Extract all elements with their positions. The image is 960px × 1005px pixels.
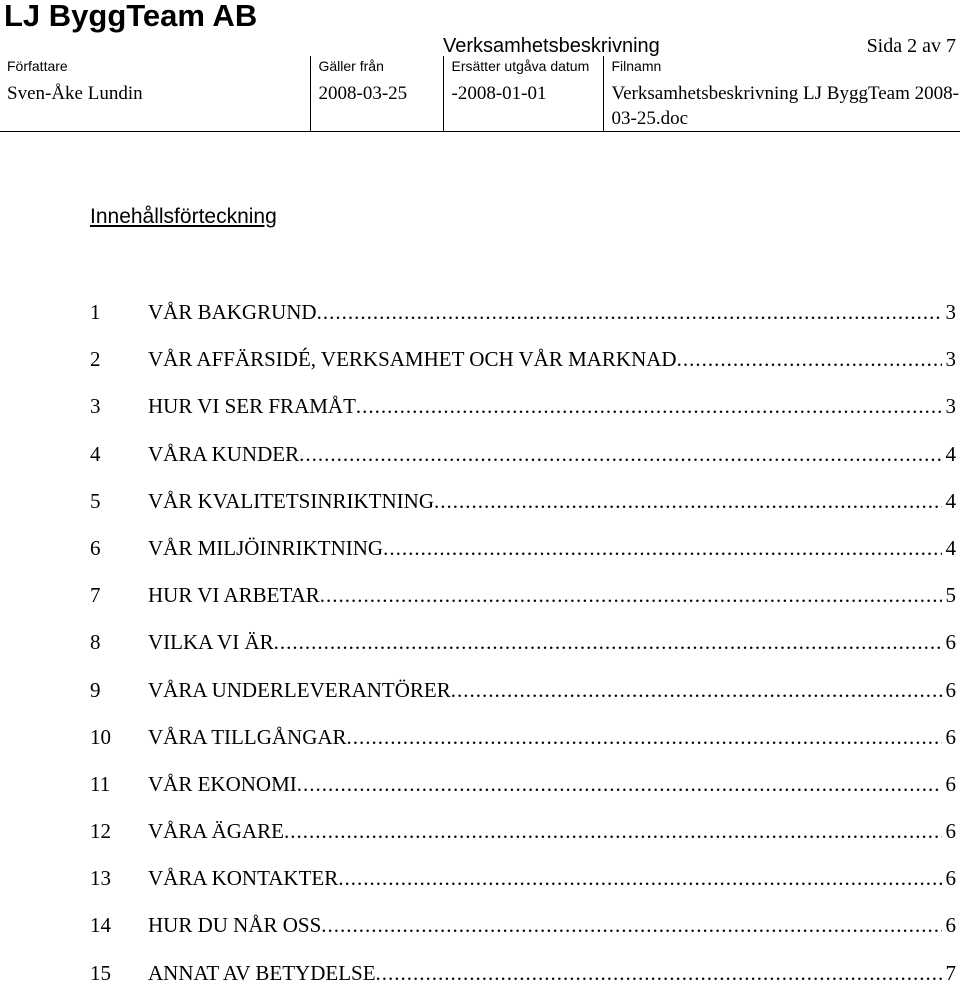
replaces-value: -2008-01-01 — [452, 81, 603, 106]
toc-entry-title[interactable]: HUR VI SER FRAMÅT — [148, 391, 356, 421]
toc-dot-leader — [299, 439, 941, 469]
author-value: Sven-Åke Lundin — [7, 81, 310, 106]
toc-entry-number: 13 — [90, 863, 148, 893]
toc-entry-page[interactable]: 4 — [942, 533, 957, 563]
toc-dot-leader — [451, 675, 942, 705]
document-meta-table — [0, 56, 960, 132]
valid-from-cell — [310, 56, 443, 132]
toc-entry-page[interactable]: 6 — [942, 910, 957, 940]
toc-dot-leader — [320, 580, 942, 610]
toc-entry-page[interactable]: 6 — [942, 675, 957, 705]
filename-label: Filnamn — [612, 57, 960, 75]
toc-entry[interactable] — [90, 580, 956, 627]
toc-entry-number: 10 — [90, 722, 148, 752]
toc-entry-title[interactable]: VÅRA ÄGARE — [148, 816, 284, 846]
page-number: Sida 2 av 7 — [867, 34, 956, 58]
toc-entry-page[interactable]: 6 — [942, 816, 957, 846]
toc-entry-number: 15 — [90, 958, 148, 988]
toc-entry-page[interactable]: 7 — [942, 958, 957, 988]
toc-dot-leader — [297, 769, 942, 799]
toc-dot-leader — [274, 627, 942, 657]
toc-dot-leader — [284, 816, 942, 846]
toc-entry-title[interactable]: VÅR AFFÄRSIDÉ, VERKSAMHET OCH VÅR MARKNAD — [148, 344, 677, 374]
toc-entry-title[interactable]: VÅRA KONTAKTER — [148, 863, 338, 893]
toc-entry[interactable] — [90, 486, 956, 533]
toc-entry-page[interactable]: 3 — [942, 344, 957, 374]
toc-entry-title[interactable]: VÅR KVALITETSINRIKTNING — [148, 486, 434, 516]
filename-value: Verksamhetsbeskrivning LJ ByggTeam 2008-03-25.doc — [612, 81, 960, 131]
toc-entry[interactable] — [90, 297, 956, 344]
toc-entry-number: 7 — [90, 580, 148, 610]
replaces-label: Ersätter utgåva datum — [452, 57, 603, 75]
toc-dot-leader — [383, 533, 941, 563]
toc-entry[interactable] — [90, 863, 956, 910]
toc-entry[interactable] — [90, 627, 956, 674]
toc-entry-title[interactable]: ANNAT AV BETYDELSE — [148, 958, 376, 988]
toc-dot-leader — [376, 958, 942, 988]
author-cell — [0, 56, 310, 132]
toc-entry-page[interactable]: 6 — [942, 769, 957, 799]
toc-entry-number: 5 — [90, 486, 148, 516]
toc-entry-number: 1 — [90, 297, 148, 327]
toc-dot-leader — [434, 486, 941, 516]
toc-entry[interactable] — [90, 439, 956, 486]
toc-entry-title[interactable]: VÅRA TILLGÅNGAR — [148, 722, 347, 752]
table-of-contents — [90, 297, 956, 1005]
toc-entry-page[interactable]: 3 — [942, 297, 957, 327]
toc-entry-title[interactable]: VILKA VI ÄR — [148, 627, 274, 657]
toc-entry-number: 12 — [90, 816, 148, 846]
toc-heading: Innehållsförteckning — [90, 203, 277, 231]
toc-dot-leader — [677, 344, 942, 374]
toc-entry-page[interactable]: 6 — [942, 863, 957, 893]
toc-entry[interactable] — [90, 391, 956, 438]
toc-entry-page[interactable]: 5 — [942, 580, 957, 610]
toc-entry[interactable] — [90, 722, 956, 769]
toc-entry-page[interactable]: 4 — [942, 439, 957, 469]
toc-entry-title[interactable]: VÅR EKONOMI — [148, 769, 297, 799]
toc-dot-leader — [356, 391, 942, 421]
toc-entry-number: 2 — [90, 344, 148, 374]
toc-dot-leader — [321, 910, 941, 940]
valid-from-label: Gäller från — [319, 57, 443, 75]
document-title: Verksamhetsbeskrivning — [443, 34, 660, 58]
author-label: Författare — [7, 57, 310, 75]
toc-entry-title[interactable]: VÅR BAKGRUND — [148, 297, 317, 327]
toc-entry-title[interactable]: VÅR MILJÖINRIKTNING — [148, 533, 383, 563]
toc-entry-page[interactable]: 3 — [942, 391, 957, 421]
toc-entry[interactable] — [90, 816, 956, 863]
toc-dot-leader — [317, 297, 942, 327]
toc-entry-number: 4 — [90, 439, 148, 469]
toc-dot-leader — [347, 722, 942, 752]
toc-entry-page[interactable]: 4 — [942, 486, 957, 516]
toc-entry-page[interactable]: 6 — [942, 722, 957, 752]
company-name: LJ ByggTeam AB — [4, 0, 257, 36]
filename-cell — [603, 56, 960, 132]
toc-entry[interactable] — [90, 675, 956, 722]
toc-entry[interactable] — [90, 910, 956, 957]
toc-entry[interactable] — [90, 533, 956, 580]
toc-dot-leader — [338, 863, 941, 893]
toc-entry-number: 3 — [90, 391, 148, 421]
toc-entry-title[interactable]: HUR VI ARBETAR — [148, 580, 320, 610]
replaces-cell — [443, 56, 603, 132]
toc-entry-title[interactable]: VÅRA UNDERLEVERANTÖRER — [148, 675, 451, 705]
toc-entry-number: 8 — [90, 627, 148, 657]
toc-entry-number: 14 — [90, 910, 148, 940]
toc-entry-page[interactable]: 6 — [942, 627, 957, 657]
toc-entry-title[interactable]: VÅRA KUNDER — [148, 439, 299, 469]
toc-entry[interactable] — [90, 958, 956, 1005]
toc-entry-title[interactable]: HUR DU NÅR OSS — [148, 910, 321, 940]
toc-entry-number: 6 — [90, 533, 148, 563]
valid-from-value: 2008-03-25 — [319, 81, 443, 106]
toc-entry-number: 11 — [90, 769, 148, 799]
toc-entry[interactable] — [90, 769, 956, 816]
toc-entry[interactable] — [90, 344, 956, 391]
toc-entry-number: 9 — [90, 675, 148, 705]
